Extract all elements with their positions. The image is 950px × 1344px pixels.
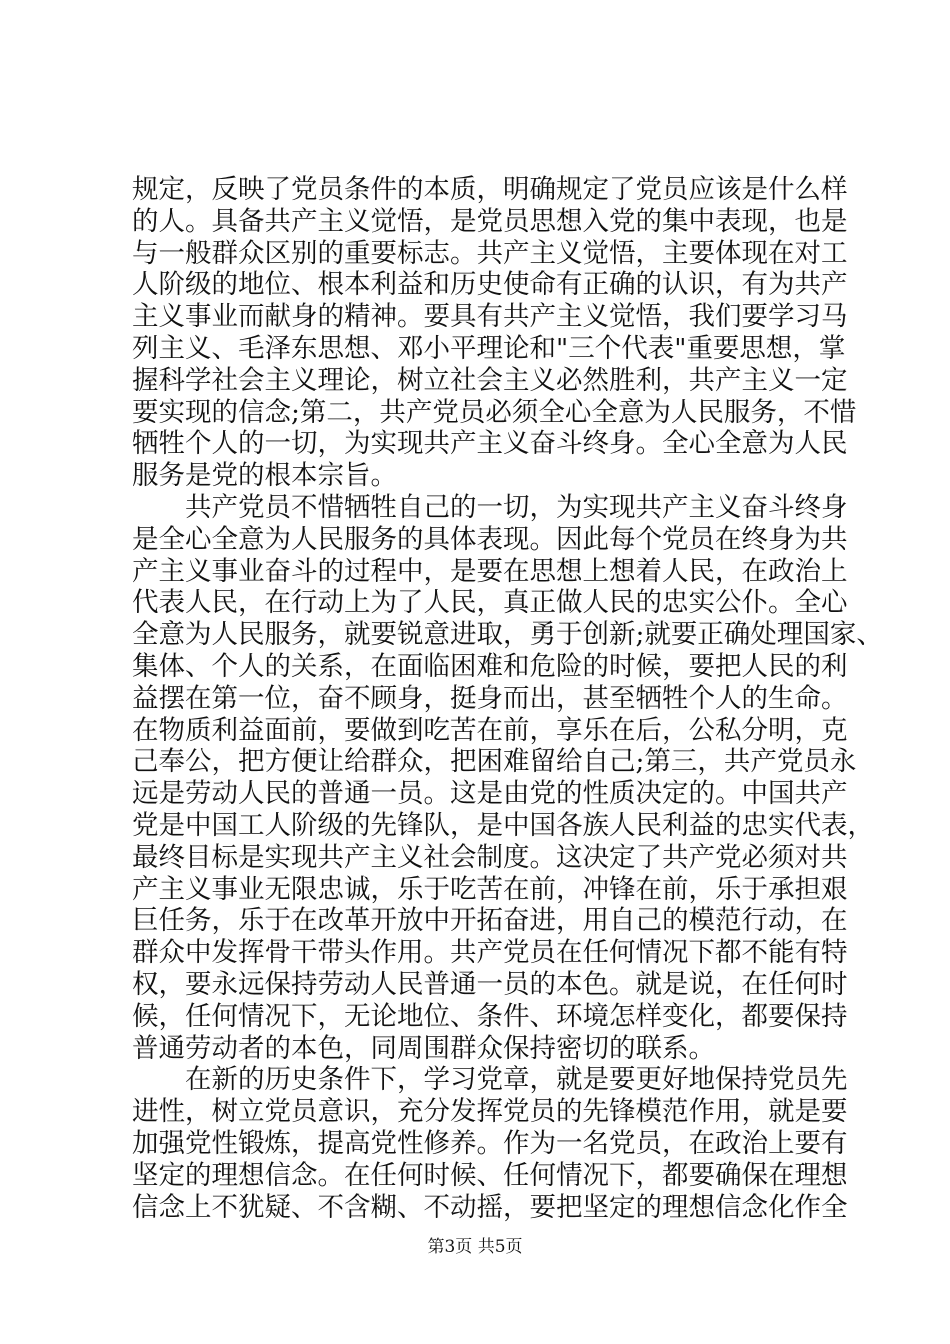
text-line: 益摆在第一位，奋不顾身，挺身而出，甚至牺牲个人的生命。 (132, 682, 848, 714)
paragraph-start-line: 在新的历史条件下，学习党章，就是要更好地保持党员先 (132, 1064, 848, 1096)
text-line: 代表人民，在行动上为了人民，真正做人民的忠实公仆。全心 (132, 587, 848, 619)
text-line: 普通劳动者的本色，同周围群众保持密切的联系。 (132, 1032, 715, 1064)
page-number-footer: 第3页 共5页 (427, 1237, 523, 1257)
text-line: 进性，树立党员意识，充分发挥党员的先锋模范作用，就是要 (132, 1096, 848, 1128)
text-line: 主义事业而献身的精神。要具有共产主义觉悟，我们要学习马 (132, 301, 848, 333)
text-line: 己奉公，把方便让给群众，把困难留给自己;第三，共产党员永 (132, 746, 857, 778)
text-line: 产主义事业无限忠诚，乐于吃苦在前，冲锋在前，乐于承担艰 (132, 873, 848, 905)
text-line: 牺牲个人的一切，为实现共产主义奋斗终身。全心全意为人民 (132, 428, 848, 460)
text-line: 要实现的信念;第二，共产党员必须全心全意为人民服务，不惜 (132, 396, 857, 428)
text-line: 列主义、毛泽东思想、邓小平理论和"三个代表"重要思想，掌 (132, 332, 846, 364)
text-line: 握科学社会主义理论，树立社会主义必然胜利，共产主义一定 (132, 364, 848, 396)
text-line: 权，要永远保持劳动人民普通一员的本色。就是说，在任何时 (132, 968, 848, 1000)
text-line: 群众中发挥骨干带头作用。共产党员在任何情况下都不能有特 (132, 937, 848, 969)
paragraph-start-line: 共产党员不惜牺牲自己的一切，为实现共产主义奋斗终身 (132, 491, 848, 523)
text-line: 的人。具备共产主义觉悟，是党员思想入党的集中表现，也是 (132, 205, 848, 237)
text-line: 全意为人民服务，就要锐意进取，勇于创新;就要正确处理国家、 (132, 619, 883, 651)
text-line: 是全心全意为人民服务的具体表现。因此每个党员在终身为共 (132, 523, 848, 555)
text-line: 信念上不犹疑、不含糊、不动摇，要把坚定的理想信念化作全 (132, 1191, 848, 1223)
text-line: 与一般群众区别的重要标志。共产主义觉悟，主要体现在对工 (132, 237, 848, 269)
text-line: 巨任务，乐于在改革开放中开拓奋进，用自己的模范行动，在 (132, 905, 848, 937)
text-line: 坚定的理想信念。在任何时候、任何情况下，都要确保在理想 (132, 1159, 848, 1191)
text-line: 远是劳动人民的普通一员。这是由党的性质决定的。中国共产 (132, 778, 848, 810)
text-line: 规定，反映了党员条件的本质，明确规定了党员应该是什么样 (132, 174, 848, 205)
text-line: 加强党性锻炼，提高党性修养。作为一名党员，在政治上要有 (132, 1127, 848, 1159)
text-line: 集体、个人的关系，在面临困难和危险的时候，要把人民的利 (132, 650, 848, 682)
text-line: 产主义事业奋斗的过程中，是要在思想上想着人民，在政治上 (132, 555, 848, 587)
text-line: 人阶级的地位、根本利益和历史使命有正确的认识，有为共产 (132, 269, 848, 301)
text-line: 最终目标是实现共产主义社会制度。这决定了共产党必须对共 (132, 841, 848, 873)
text-line: 在物质利益面前，要做到吃苦在前，享乐在后，公私分明，克 (132, 714, 848, 746)
text-line: 党是中国工人阶级的先锋队，是中国各族人民利益的忠实代表， (132, 809, 874, 841)
text-line: 候，任何情况下，无论地位、条件、环境怎样变化，都要保持 (132, 1000, 848, 1032)
body-text (132, 174, 883, 1223)
text-line: 服务是党的根本宗旨。 (132, 460, 397, 492)
